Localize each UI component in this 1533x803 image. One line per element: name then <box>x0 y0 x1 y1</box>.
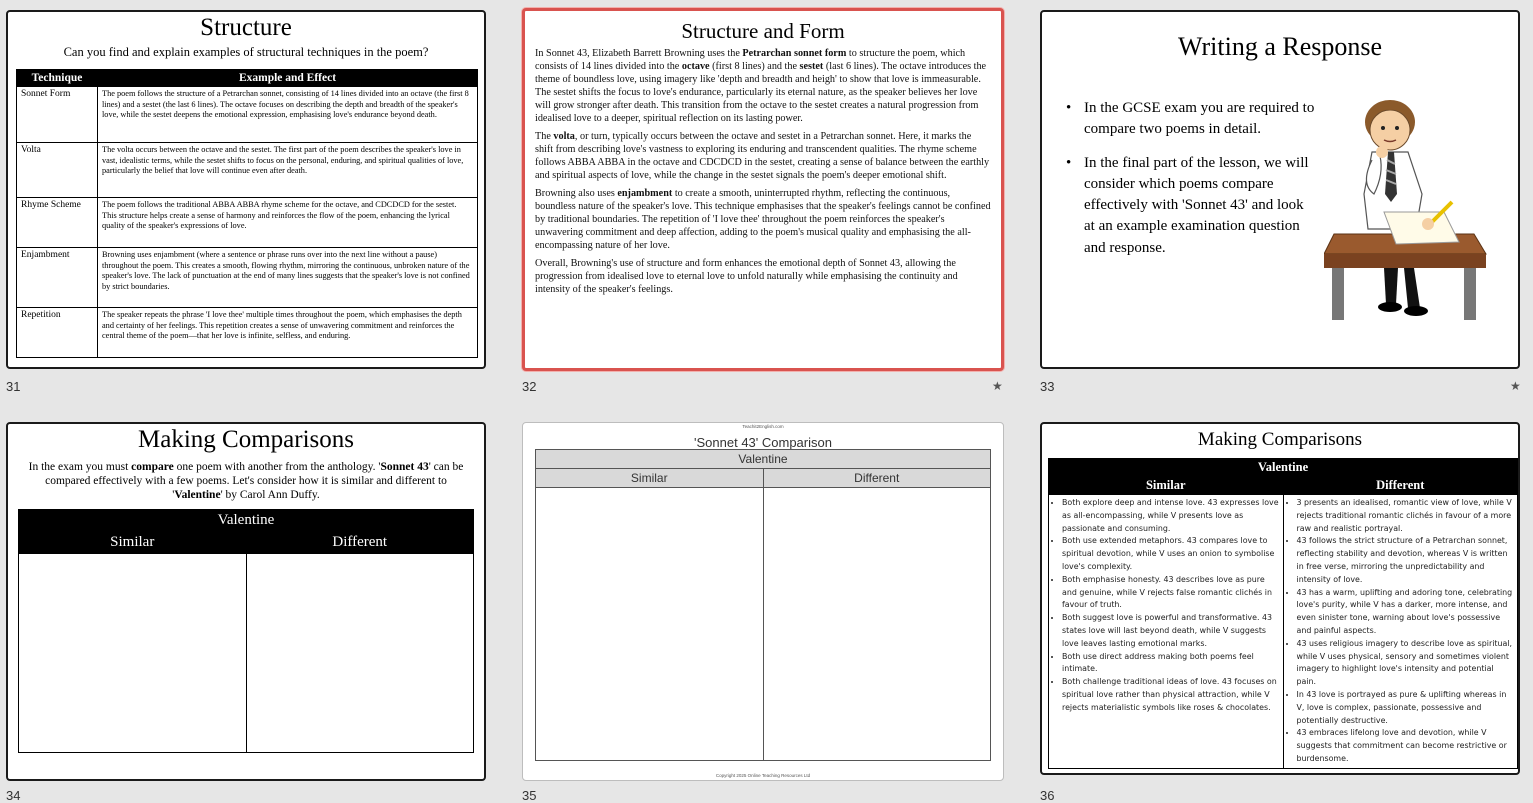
slide-thumbnail-35[interactable] <box>522 422 1004 781</box>
slide-thumbnail-36[interactable] <box>1040 422 1520 775</box>
paragraph: Overall, Browning's use of structure and form enhances the emotional depth of Sonnet 43, allowing the progression from idealised love to eternal love to unfold naturally while emphasising the continuity and intensity of the speaker's feelings. <box>535 258 958 295</box>
list-item: • Both challenge traditional ideas of love. 43 focuses on spiritual love rather than physical attraction, while V rejects materialistic symbols like roses & chocolates. <box>1062 676 1280 714</box>
slide-thumbnail-31[interactable] <box>6 10 486 369</box>
list-item: • 43 embraces lifelong love and devotion, while V suggests that commitment can become restrictive or burdensome. <box>1297 727 1515 765</box>
effect-cell: The volta occurs between the octave and the sestet. The first part of the poem describes the speaker's love in vast, idealistic terms, while the sestet shifts to focus on the personal, enduring, and spiritual qualities of love, particularly the belief that love will continue even after death. <box>98 143 478 198</box>
column-header-different: Different <box>246 532 474 554</box>
comparison-table <box>1048 458 1518 769</box>
slide-title: Structure and Form <box>681 19 845 43</box>
list-item: • In the final part of the lesson, we will consider which poems compare effectively with 'Sonnet 43' and look at an example examination question and response. <box>1066 153 1316 259</box>
slide-title: Structure <box>200 14 292 41</box>
star-icon[interactable]: ★ <box>992 379 1003 393</box>
table-row <box>17 143 478 198</box>
slide-number: 31 <box>6 379 21 394</box>
bullet-list <box>1066 98 1316 271</box>
different-cell <box>1283 495 1518 769</box>
list-item: • 3 presents an idealised, romantic view of love, while V rejects traditional romantic clichés in favour of a more raw and realistic portrayal. <box>1297 497 1515 535</box>
slide-intro: In the exam you must compare one poem with another from the anthology. 'Sonnet 43' can be compared effectively with a few poems. Let's consider how it is similar and different to 'Valentine' by Carol Ann Duffy. <box>28 461 464 501</box>
slide-number: 32 <box>522 379 537 394</box>
technique-cell: Enjambment <box>17 248 98 308</box>
comparison-table <box>535 449 991 761</box>
effect-cell: Browning uses enjambment (where a sentence or phrase runs over into the next line without a pause) throughout the poem. This creates a smooth, flowing rhythm, mirroring the continuous, unbroken nature of the speaker's love. The lack of punctuation at the end of many lines suggests that the speaker's love is not confined by strict boundaries. <box>98 248 478 308</box>
slide-thumbnail-34[interactable] <box>6 422 486 781</box>
table-header: Example and Effect <box>98 70 478 87</box>
column-header-different: Different <box>763 469 991 488</box>
column-header-different: Different <box>1283 477 1518 495</box>
effect-cell: The poem follows the traditional ABBA ABBA rhyme scheme for the octave, and CDCDCD for the sestet. This structure helps create a sense of harmony and reinforces the flow of the poem, enhancing the lyrical quality of the speaker's expressions of love. <box>98 198 478 248</box>
table-title: Valentine <box>19 510 474 532</box>
techniques-table <box>16 69 478 358</box>
star-icon[interactable]: ★ <box>1510 379 1521 393</box>
list-item: • 43 follows the strict structure of a Petrarchan sonnet, reflecting stability and devotion, whereas V is written in free verse, mirroring the unpredictability and intensity of love. <box>1297 535 1515 586</box>
table-title: Valentine <box>1049 459 1518 477</box>
list-item: • In the GCSE exam you are required to compare two poems in detail. <box>1066 98 1316 141</box>
list-item: • 43 has a warm, uplifting and adoring tone, celebrating love's purity, while V has a darker, more intense, and even sinister tone, warning about love's possessive and painful aspects. <box>1297 587 1515 638</box>
similar-cell <box>536 488 764 761</box>
paragraph: In Sonnet 43, Elizabeth Barrett Browning uses the Petrarchan sonnet form to structure the poem, which consists of 14 lines divided into the octave (first 8 lines) and the sestet (last 6 lines). The octave introduces the theme of boundless love, using imagery like 'depth and breadth and heigh' to show that love is immeasurable. The sestet shifts the focus to love's endurance, particularly its eternal nature, as the speaker believes her love will grow stronger after death. This transition from the octave to the sestet creates a natural progression from idealised love to a deeper, spiritual reflection on its lasting power. <box>535 48 987 124</box>
slide-thumbnail-32[interactable] <box>522 8 1004 371</box>
table-row <box>17 248 478 308</box>
technique-cell: Rhyme Scheme <box>17 198 98 248</box>
student-at-desk-illustration <box>1324 94 1494 324</box>
different-cell <box>763 488 991 761</box>
list-item: • Both emphasise honesty. 43 describes love as pure and genuine, while V rejects false romantic clichés in favour of truth. <box>1062 574 1280 612</box>
paragraph: The volta, or turn, typically occurs between the octave and sestet in a Petrarchan sonnet. Here, it marks the shift from describing love's vastness to exploring its enduring and transcendent qualities. The rhyme scheme follows ABBA ABBA in the octave and CDCDCD in the sestet, creating a sense of balance between the earthly and spiritual aspects of love, while the change in the sestet signals the poem's deeper emotional shift. <box>535 131 990 181</box>
list-item: • Both use extended metaphors. 43 compares love to spiritual devotion, while V uses an onion to symbolise love's complexity. <box>1062 535 1280 573</box>
table-header: Technique <box>17 70 98 87</box>
table-title: Valentine <box>536 450 991 469</box>
column-header-similar: Similar <box>536 469 764 488</box>
slide-title: Making Comparisons <box>138 426 354 453</box>
list-item: • Both suggest love is powerful and transformative. 43 states love will last beyond death, while V suggests love leaves lasting emotional marks. <box>1062 612 1280 650</box>
slide-title: Making Comparisons <box>1197 429 1363 450</box>
technique-cell: Repetition <box>17 308 98 358</box>
slide-number: 35 <box>522 788 537 803</box>
paragraph: Browning also uses enjambment to create a smooth, uninterrupted rhythm, reflecting the continuous, boundless nature of the speaker's love. This technique emphasises that the speaker's feelings cannot be confined by traditional boundaries. The repetition of 'I love thee' throughout the poem reinforces the speaker's unwavering commitment and deep affection, adding to the poem's musical quality and emphasising the all-encompassing nature of her love. <box>535 188 991 251</box>
table-row <box>17 87 478 143</box>
list-item: • In 43 love is portrayed as pure & uplifting whereas in V, love is complex, passionate, possessive and potentially destructive. <box>1297 689 1515 727</box>
slide-number: 34 <box>6 788 21 803</box>
slide-number: 36 <box>1040 788 1055 803</box>
column-header-similar: Similar <box>1049 477 1284 495</box>
similar-cell <box>1049 495 1284 769</box>
list-item: • Both use direct address making both poems feel intimate. <box>1062 651 1280 677</box>
comparison-table <box>18 509 474 753</box>
list-item: • Both explore deep and intense love. 43 expresses love as all-encompassing, while V presents love as passionate and consuming. <box>1062 497 1280 535</box>
slide-top-text: Teachit2English.com <box>742 424 784 429</box>
slide-subtitle: Can you find and explain examples of structural techniques in the poem? <box>63 45 429 59</box>
slide-footer: Copyright 2025 Online Teaching Resources Ltd <box>715 773 811 778</box>
technique-cell: Sonnet Form <box>17 87 98 143</box>
slide-title: 'Sonnet 43' Comparison <box>694 435 832 450</box>
effect-cell: The poem follows the structure of a Petrarchan sonnet, consisting of 14 lines divided into an octave (the first 8 lines) and a sestet (the last 6 lines). The octave focuses on describing the depth and breadth of the speaker's love, while the sestet deepens the emotional expression, emphasising love's endurance beyond death. <box>98 87 478 143</box>
slide-thumbnail-33[interactable] <box>1040 10 1520 369</box>
slide-number: 33 <box>1040 379 1055 394</box>
slide-title: Writing a Response <box>1177 32 1383 61</box>
slide-body <box>535 47 991 301</box>
table-row <box>17 308 478 358</box>
table-row <box>17 198 478 248</box>
effect-cell: The speaker repeats the phrase 'I love thee' multiple times throughout the poem, which emphasises the depth and certainty of her feelings. This repetition creates a sense of unwavering commitment and reinforces the central theme of the poem—that her love is infinite, selfless, and enduring. <box>98 308 478 358</box>
column-header-similar: Similar <box>19 532 247 554</box>
different-cell <box>246 554 474 753</box>
list-item: • 43 uses religious imagery to describe love as spiritual, while V uses physical, sensory and sometimes violent imagery to highlight love's intensity and potential pain. <box>1297 638 1515 689</box>
similar-cell <box>19 554 247 753</box>
technique-cell: Volta <box>17 143 98 198</box>
